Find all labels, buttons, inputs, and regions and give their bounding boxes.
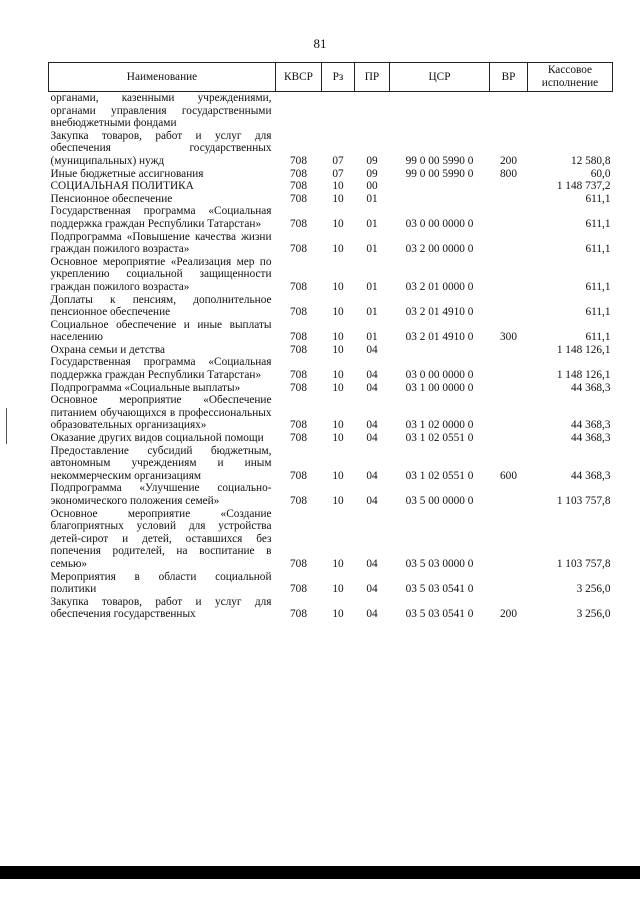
cell-rz: 10	[332, 306, 344, 319]
cell-kvsr: 708	[290, 243, 307, 256]
cell-kvsr: 708	[290, 192, 307, 205]
table-row	[49, 193, 613, 206]
cell-pr: 09	[366, 167, 378, 180]
cell-vr	[490, 432, 528, 445]
cell-csr	[390, 193, 490, 206]
header-vr: ВР	[490, 63, 528, 92]
cell-kvsr: 708	[290, 306, 307, 319]
cell-pr: 01	[366, 331, 378, 344]
cell-pr: 04	[366, 369, 378, 382]
cell-rz: 07	[332, 154, 344, 167]
cell-kvsr	[276, 92, 322, 130]
cell-amount: 44 368,3	[570, 381, 611, 394]
cell-kvsr: 708	[290, 280, 307, 293]
cell-csr: 03 5 03 0000 0	[405, 557, 474, 570]
cell-csr: 03 2 01 4910 0	[405, 331, 474, 344]
cell-pr: 04	[366, 381, 378, 394]
cell-csr: 03 5 03 0541 0	[405, 583, 474, 596]
header-rz: Рз	[322, 63, 355, 92]
cell-name: Иные бюджетные ассигнования	[50, 167, 204, 180]
cell-vr	[490, 92, 528, 130]
table-body	[49, 92, 613, 621]
cell-pr: 04	[366, 343, 378, 356]
cell-csr: 03 2 01 0000 0	[405, 280, 474, 293]
cell-pr: 01	[366, 306, 378, 319]
cell-csr: 03 1 02 0551 0	[405, 432, 474, 445]
cell-kvsr: 708	[290, 432, 307, 445]
cell-amount: 3 256,0	[576, 608, 611, 621]
cell-pr: 01	[366, 243, 378, 256]
cell-csr: 03 1 02 0000 0	[405, 419, 474, 432]
cell-csr	[390, 92, 490, 130]
cell-name: Государственная программа «Социальная поддержка граждан Республики Татарстан»	[50, 205, 272, 230]
cell-vr	[490, 508, 528, 571]
cell-vr	[490, 356, 528, 381]
cell-name: Основное мероприятие «Реализация мер по укреплению социальной защищенности граждан пожилого возраста»	[50, 255, 272, 293]
table-row	[49, 445, 613, 483]
cell-name: Оказание других видов социальной помощи	[50, 432, 264, 445]
cell-csr: 03 2 01 4910 0	[405, 306, 474, 319]
cell-rz: 10	[332, 192, 344, 205]
cell-csr	[390, 344, 490, 357]
header-amount: Кассовое исполнение	[528, 63, 613, 92]
cell-rz: 10	[332, 217, 344, 230]
cell-vr	[490, 180, 528, 193]
cell-amount: 611,1	[585, 280, 611, 293]
page-number: 81	[313, 36, 327, 51]
cell-kvsr: 708	[290, 167, 307, 180]
cell-pr: 01	[366, 192, 378, 205]
table-row	[49, 205, 613, 230]
cell-name: Социальное обеспечение и иные выплаты населению	[50, 318, 272, 344]
cell-rz: 10	[332, 331, 344, 344]
cell-amount: 1 148 737,2	[556, 180, 611, 193]
cell-pr: 04	[366, 469, 378, 482]
cell-name: органами, казенными учреждениями, органами управления государственными внебюджетными фондами	[50, 92, 272, 130]
cell-kvsr: 708	[290, 369, 307, 382]
cell-name: Подпрограмма «Социальные выплаты»	[50, 381, 241, 394]
cell-amount: 1 148 126,1	[556, 369, 611, 382]
cell-csr: 99 0 00 5990 0	[405, 154, 474, 167]
cell-name: Закупка товаров, работ и услуг для обеспечения государственных (муниципальных) нужд	[50, 129, 272, 167]
cell-amount: 1 148 126,1	[556, 343, 611, 356]
cell-kvsr: 708	[290, 419, 307, 432]
cell-name: Закупка товаров, работ и услуг для обеспечения государственных	[50, 595, 272, 621]
cell-pr: 09	[366, 154, 378, 167]
cell-rz: 10	[332, 469, 344, 482]
cell-vr: 200	[500, 154, 517, 167]
cell-pr: 04	[366, 419, 378, 432]
cell-rz: 10	[332, 557, 344, 570]
cell-pr: 00	[366, 180, 378, 193]
cell-vr	[490, 193, 528, 206]
cell-rz: 10	[332, 419, 344, 432]
cell-vr	[490, 231, 528, 256]
cell-name: СОЦИАЛЬНАЯ ПОЛИТИКА	[50, 180, 194, 193]
scan-edge-bar	[0, 866, 640, 879]
cell-name: Основное мероприятие «Обеспечение питанием обучающихся в профессиональных образовательных организациях»	[50, 394, 272, 432]
cell-csr: 03 0 00 0000 0	[405, 217, 474, 230]
cell-kvsr: 708	[290, 381, 307, 394]
cell-vr	[490, 382, 528, 395]
cell-csr: 03 1 02 0551 0	[405, 469, 474, 482]
cell-pr: 01	[366, 217, 378, 230]
cell-pr: 01	[366, 280, 378, 293]
cell-pr: 04	[366, 495, 378, 507]
cell-name: Охрана семьи и детства	[50, 343, 166, 356]
cell-csr: 99 0 00 5990 0	[405, 167, 474, 180]
binding-mark	[6, 408, 7, 444]
table-header-row	[49, 63, 613, 92]
cell-amount: 3 256,0	[576, 583, 611, 596]
header-name: Наименование	[49, 63, 276, 92]
cell-amount: 1 103 757,8	[556, 495, 611, 507]
cell-vr: 800	[500, 167, 517, 180]
cell-kvsr: 708	[290, 154, 307, 167]
table-row	[49, 180, 613, 193]
table-row	[49, 344, 613, 357]
cell-kvsr: 708	[290, 495, 307, 507]
cell-pr: 04	[366, 432, 378, 445]
cell-csr: 03 2 00 0000 0	[405, 243, 474, 256]
cell-name: Основное мероприятие «Создание благоприятных условий для устройства детей-сирот и детей, оставшихся без попечения родителей, на воспитание в семью»	[50, 507, 272, 570]
cell-vr	[490, 571, 528, 596]
cell-amount	[528, 92, 613, 130]
cell-kvsr: 708	[290, 180, 307, 193]
cell-csr: 03 0 00 0000 0	[405, 369, 474, 382]
table-row	[49, 508, 613, 571]
cell-rz: 10	[332, 343, 344, 356]
cell-rz: 10	[332, 583, 344, 596]
cell-rz: 10	[332, 608, 344, 621]
cell-name: Доплаты к пенсиям, дополнительное пенсионное обеспечение	[50, 293, 272, 319]
cell-name: Мероприятия в области социальной политики	[50, 570, 272, 596]
table-row	[49, 394, 613, 432]
cell-kvsr: 708	[290, 217, 307, 230]
cell-amount: 44 368,3	[570, 432, 611, 445]
cell-rz: 07	[332, 167, 344, 180]
cell-csr	[390, 180, 490, 193]
table-row	[49, 482, 613, 507]
table-row	[49, 168, 613, 181]
table-row	[49, 92, 613, 130]
header-csr: ЦСР	[390, 63, 490, 92]
cell-vr: 300	[500, 331, 517, 344]
cell-name: Предоставление субсидий бюджетным, автономным учреждениям и иным некоммерческим организациям	[50, 444, 272, 482]
table-row	[49, 571, 613, 596]
cell-rz: 10	[332, 180, 344, 193]
table-row	[49, 596, 613, 621]
cell-kvsr: 708	[290, 343, 307, 356]
cell-amount: 1 103 757,8	[556, 557, 611, 570]
cell-kvsr: 708	[290, 557, 307, 570]
cell-amount: 44 368,3	[570, 419, 611, 432]
cell-vr	[490, 344, 528, 357]
table-row	[49, 432, 613, 445]
cell-rz: 10	[332, 243, 344, 256]
cell-rz: 10	[332, 280, 344, 293]
cell-rz: 10	[332, 495, 344, 507]
cell-amount: 44 368,3	[570, 469, 611, 482]
cell-csr: 03 5 03 0541 0	[405, 608, 474, 621]
cell-vr	[490, 294, 528, 319]
cell-amount: 12 580,8	[570, 154, 611, 167]
cell-amount: 611,1	[585, 192, 611, 205]
cell-name: Государственная программа «Социальная поддержка граждан Республики Татарстан»	[50, 356, 272, 382]
cell-pr: 04	[366, 608, 378, 621]
cell-amount: 60,0	[590, 167, 611, 180]
table-row	[49, 130, 613, 168]
header-pr: ПР	[355, 63, 390, 92]
cell-kvsr: 708	[290, 583, 307, 596]
cell-csr: 03 1 00 0000 0	[405, 381, 474, 394]
cell-amount: 611,1	[585, 306, 611, 319]
cell-amount: 611,1	[585, 217, 611, 230]
table-row	[49, 319, 613, 344]
cell-rz: 10	[332, 381, 344, 394]
cell-pr: 04	[366, 583, 378, 596]
cell-csr: 03 5 00 0000 0	[405, 495, 474, 507]
cell-vr	[490, 205, 528, 230]
cell-name: Подпрограмма «Улучшение социально-экономического положения семей»	[50, 482, 272, 507]
table-row	[49, 256, 613, 294]
cell-vr: 600	[500, 469, 517, 482]
cell-vr: 200	[500, 608, 517, 621]
cell-rz	[322, 92, 355, 130]
cell-name: Пенсионное обеспечение	[50, 192, 173, 205]
table-row	[49, 231, 613, 256]
cell-pr: 04	[366, 557, 378, 570]
table-row	[49, 356, 613, 381]
header-kvsr: КВСР	[276, 63, 322, 92]
cell-rz: 10	[332, 369, 344, 382]
table-row	[49, 294, 613, 319]
cell-vr	[490, 482, 528, 507]
cell-pr	[355, 92, 390, 130]
cell-rz: 10	[332, 432, 344, 445]
cell-kvsr: 708	[290, 608, 307, 621]
cell-kvsr: 708	[290, 469, 307, 482]
cell-vr	[490, 256, 528, 294]
cell-kvsr: 708	[290, 331, 307, 344]
cell-name: Подпрограмма «Повышение качества жизни граждан пожилого возраста»	[50, 230, 272, 256]
table-row	[49, 382, 613, 395]
cell-amount: 611,1	[585, 243, 611, 256]
cell-vr	[490, 394, 528, 432]
budget-execution-table	[48, 62, 613, 621]
cell-amount: 611,1	[585, 331, 611, 344]
